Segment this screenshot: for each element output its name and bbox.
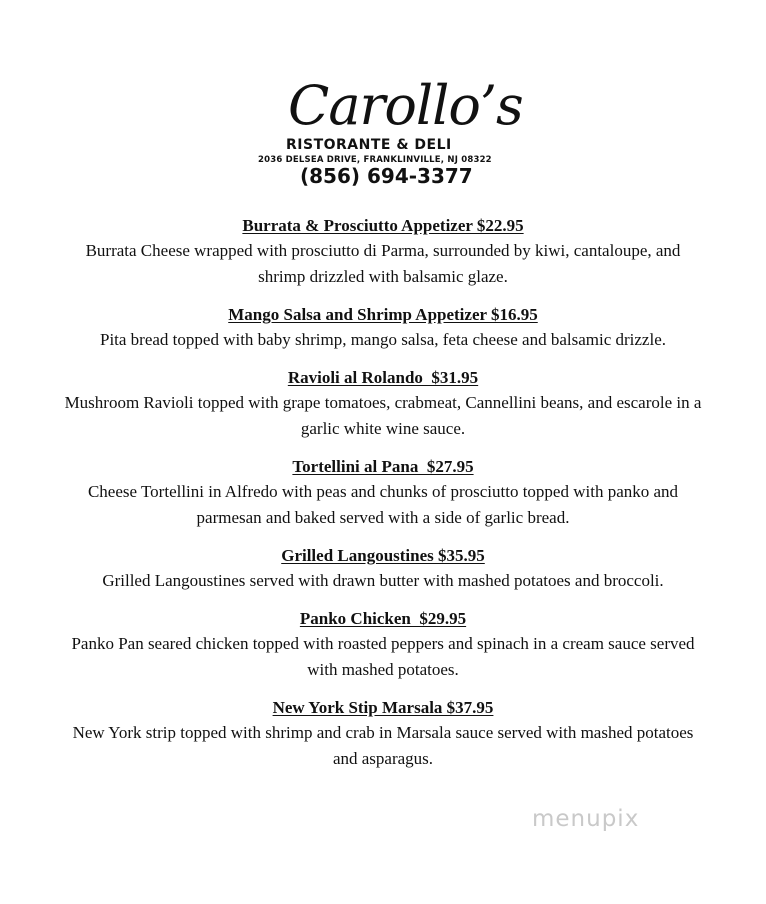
menu-item: [60, 214, 706, 290]
restaurant-logo: [240, 76, 530, 192]
menu-item-description: Panko Pan seared chicken topped with roasted peppers and spinach in a cream sauce served with mashed potatoes.: [71, 634, 695, 679]
menu-item-title: Ravioli al Rolando $31.95: [287, 368, 479, 387]
menu-item-title: Grilled Langoustines $35.95: [281, 546, 485, 565]
menu-item: [60, 696, 706, 772]
menu-item: [60, 607, 706, 683]
menu-item-title: Tortellini al Pana $27.95: [292, 457, 474, 476]
menu-item-title: New York Stip Marsala $37.95: [272, 698, 494, 717]
menu-item-description: New York strip topped with shrimp and crab in Marsala sauce served with mashed potatoes and asparagus.: [72, 723, 694, 768]
logo-address: 2036 DELSEA DRIVE, FRANKLINVILLE, NJ 08322: [258, 155, 492, 165]
menu-item-title: Panko Chicken $29.95: [299, 609, 467, 628]
menu-item-description: Mushroom Ravioli topped with grape tomatoes, crabmeat, Cannellini beans, and escarole in a garlic white wine sauce.: [64, 393, 702, 438]
menu-list: [60, 214, 706, 785]
logo-subtitle: RISTORANTE & DELI: [286, 137, 452, 153]
menu-item: [60, 455, 706, 531]
menu-item: [60, 303, 706, 353]
logo-phone: (856) 694-3377: [300, 164, 473, 188]
logo-script-name: Carollo’s: [288, 74, 523, 137]
menupix-watermark: menupix: [532, 806, 640, 832]
menu-item-title: Mango Salsa and Shrimp Appetizer $16.95: [228, 305, 538, 324]
menu-item-description: Pita bread topped with baby shrimp, mango salsa, feta cheese and balsamic drizzle.: [99, 330, 666, 349]
menu-item: [60, 544, 706, 594]
menu-item-description: Burrata Cheese wrapped with prosciutto di Parma, surrounded by kiwi, cantaloupe, and shrimp drizzled with balsamic glaze.: [85, 241, 681, 286]
menu-item-title: Burrata & Prosciutto Appetizer $22.95: [242, 216, 524, 235]
menu-item-description: Cheese Tortellini in Alfredo with peas and chunks of prosciutto topped with panko and parmesan and baked served with a side of garlic bread.: [87, 482, 679, 527]
menu-item: [60, 366, 706, 442]
menu-item-description: Grilled Langoustines served with drawn butter with mashed potatoes and broccoli.: [102, 571, 664, 590]
